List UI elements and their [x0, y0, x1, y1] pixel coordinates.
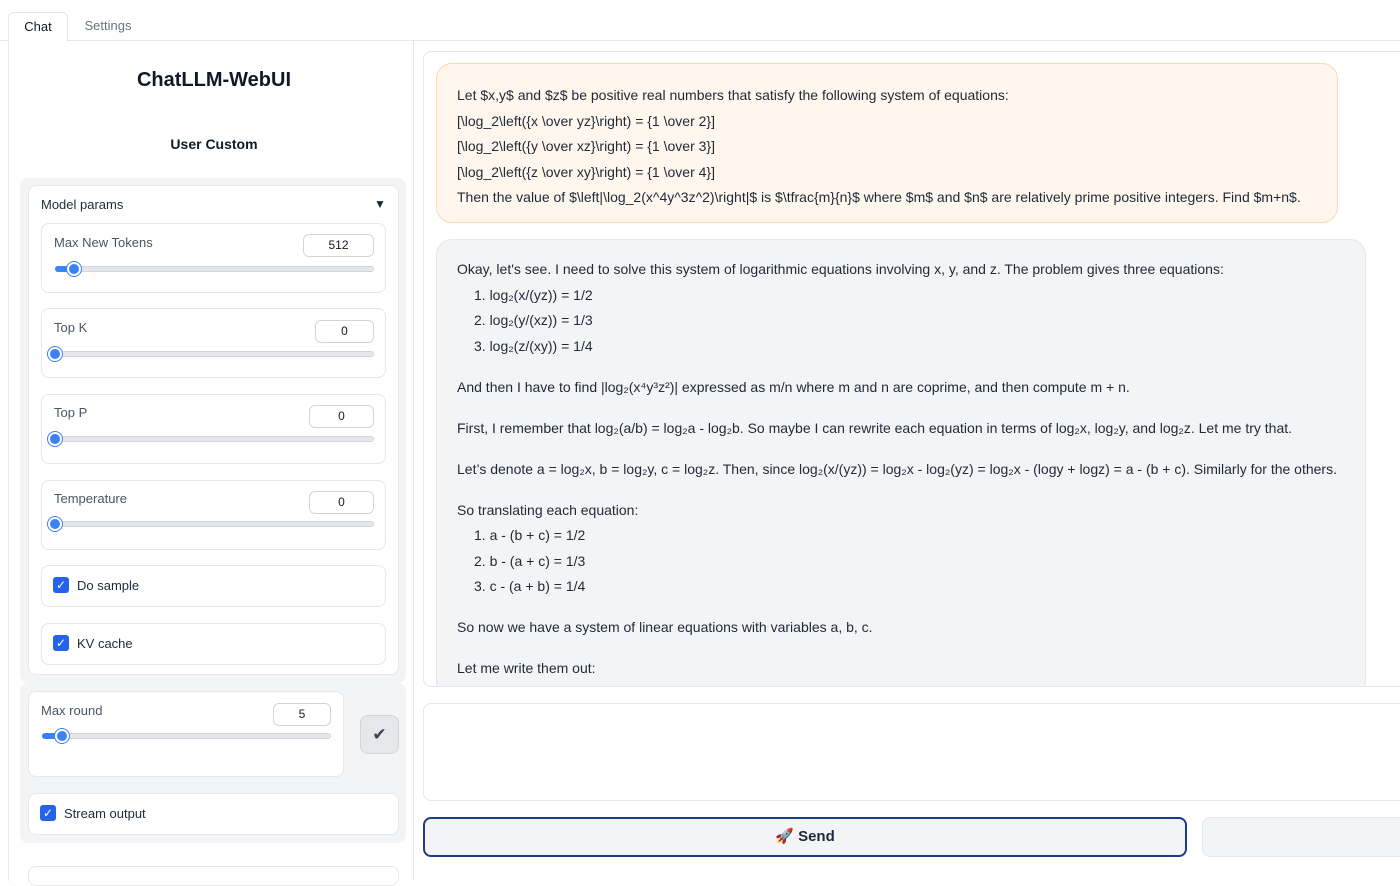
list-item: 1. a - (b + c) = 1/2 — [474, 527, 586, 543]
message-input[interactable] — [423, 703, 1400, 801]
user-message-line: [\log_2\left({z \over xy}\right) = {1 \over 4}] — [457, 163, 715, 180]
max-new-tokens-input[interactable]: 512 — [303, 234, 374, 257]
model-params-toggle[interactable]: Model params — [41, 197, 124, 212]
send-button[interactable]: 🚀 Send — [423, 817, 1187, 857]
tab-settings[interactable]: Settings — [84, 18, 132, 33]
assistant-paragraph: Let me write them out: — [457, 660, 596, 676]
temperature-thumb[interactable] — [48, 517, 62, 531]
assistant-message — [436, 239, 1366, 687]
secondary-button[interactable] — [1202, 817, 1400, 857]
max-new-tokens-label: Max New Tokens — [54, 235, 153, 250]
list-item: 1. log₂(x/(yz)) = 1/2 — [474, 286, 593, 303]
top-p-input[interactable]: 0 — [309, 405, 374, 428]
list-item: 2. log₂(y/(xz)) = 1/3 — [474, 312, 593, 328]
top-p-thumb[interactable] — [48, 432, 62, 446]
assistant-paragraph: Let’s denote a = log₂x, b = log₂y, c = log₂z. Then, since log₂(x/(yz)) = log₂x - log₂(yz) = log₂x - (logy + logz) = a - (b + c). Similarly for the others. — [457, 460, 1337, 477]
check-icon: ✔ — [372, 725, 387, 744]
max-new-tokens-slider[interactable] — [55, 266, 374, 272]
top-k-block — [41, 308, 386, 378]
user-message-line: [\log_2\left({y \over xz}\right) = {1 \over 3}] — [457, 138, 715, 154]
equation-list — [457, 283, 1345, 360]
user-message-line: Let $x,y$ and $z$ be positive real numbers that satisfy the following system of equations: — [457, 87, 1009, 103]
stream-output-checkbox[interactable]: ✓ — [40, 805, 56, 821]
assistant-paragraph: Okay, let's see. I need to solve this system of logarithmic equations involving x, y, and z. The problem gives three equations: — [457, 261, 1224, 277]
do-sample-checkbox[interactable]: ✓ — [53, 577, 69, 593]
assistant-paragraph: First, I remember that log₂(a/b) = log₂a - log₂b. So maybe I can rewrite each equation in terms of log₂x, log₂y, and log₂z. Let me try that. — [457, 419, 1293, 436]
top-k-input[interactable]: 0 — [315, 320, 374, 343]
assistant-paragraph: So translating each equation: — [457, 501, 639, 518]
list-item: 2. b - (a + c) = 1/3 — [474, 552, 586, 569]
tab-chat[interactable]: Chat — [8, 12, 68, 42]
list-item: 3. log₂(z/(xy)) = 1/4 — [474, 337, 593, 354]
top-k-thumb[interactable] — [48, 347, 62, 361]
list-item: 3. c - (a + b) = 1/4 — [474, 578, 586, 594]
user-message — [436, 63, 1338, 223]
do-sample-label: Do sample — [77, 578, 140, 593]
linear-equation-list — [457, 523, 1345, 600]
next-block — [28, 866, 399, 886]
caret-down-icon[interactable]: ▼ — [374, 197, 386, 211]
kv-cache-checkbox[interactable]: ✓ — [53, 635, 69, 651]
subtitle: User Custom — [170, 136, 258, 152]
assistant-paragraph: So now we have a system of linear equations with variables a, b, c. — [457, 619, 873, 635]
top-p-slider[interactable] — [55, 436, 374, 442]
app-title: ChatLLM-WebUI — [136, 69, 292, 91]
confirm-round-button[interactable] — [360, 715, 399, 754]
user-message-line: Then the value of $\left|\log_2(x^4y^3z^2)\right|$ is $\tfrac{m}{n}$ where $m$ and $n$ are relatively prime positive integers. Find $m+n$. — [457, 189, 1301, 205]
top-p-label: Top P — [54, 405, 88, 420]
temperature-label: Temperature — [54, 491, 127, 506]
temperature-slider[interactable] — [55, 521, 374, 527]
max-round-label: Max round — [41, 703, 103, 718]
stream-output-label: Stream output — [64, 806, 146, 821]
assistant-paragraph: And then I have to find |log₂(x⁴y³z²)| expressed as m/n where m and n are coprime, and then compute m + n. — [457, 378, 1130, 395]
top-k-slider[interactable] — [55, 351, 374, 357]
max-round-slider[interactable] — [42, 733, 331, 739]
tab-bar — [0, 0, 1400, 41]
chat-history[interactable] — [423, 51, 1400, 687]
temperature-input[interactable]: 0 — [309, 491, 374, 514]
kv-cache-label: KV cache — [77, 636, 133, 651]
top-k-label: Top K — [54, 320, 88, 335]
user-message-line: [\log_2\left({x \over yz}\right) = {1 \over 2}] — [457, 112, 715, 129]
max-round-input[interactable]: 5 — [273, 703, 331, 726]
